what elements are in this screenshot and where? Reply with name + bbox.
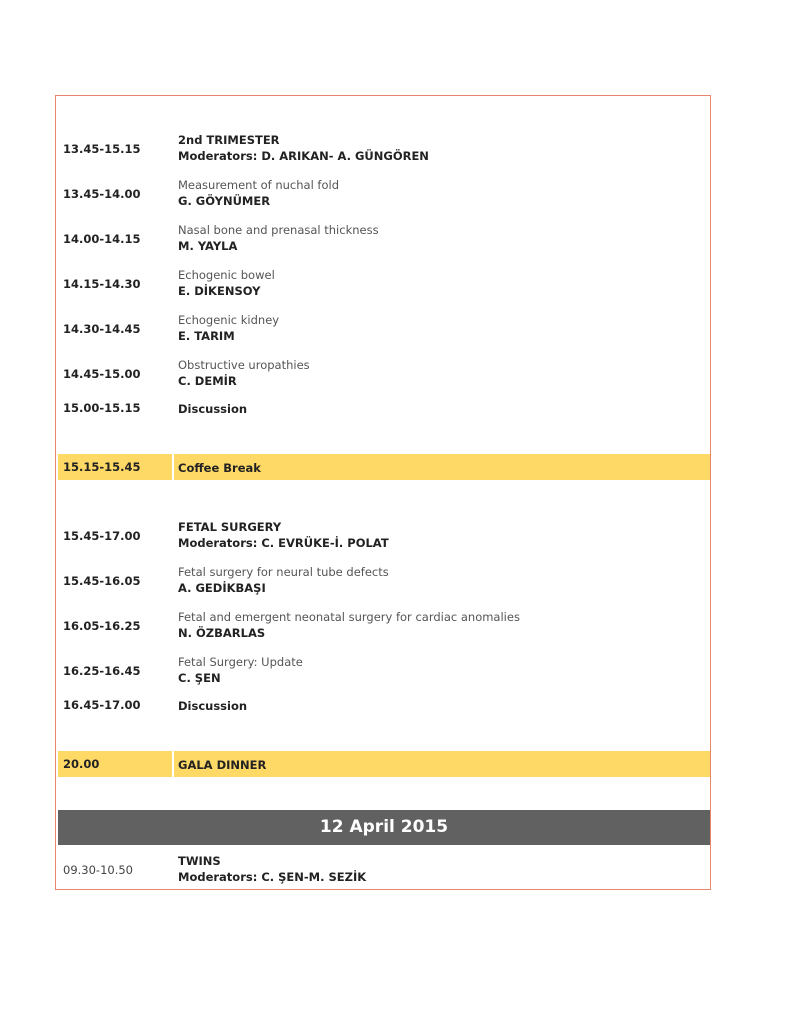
session-time: 09.30-10.50 xyxy=(63,863,133,877)
talk-title: Fetal surgery for neural tube defects xyxy=(178,565,389,579)
talk-time: 14.15-14.30 xyxy=(63,277,141,291)
talk-title: Echogenic bowel xyxy=(178,268,275,282)
coffee-break-band xyxy=(58,454,710,480)
talk-time: 14.00-14.15 xyxy=(63,232,141,246)
gala-dinner-band xyxy=(58,751,710,777)
band-divider xyxy=(172,751,174,777)
gala-dinner-label: GALA DINNER xyxy=(178,758,267,772)
talk-time: 16.05-16.25 xyxy=(63,619,141,633)
talk-title: Echogenic kidney xyxy=(178,313,280,327)
talk-speaker: G. GÖYNÜMER xyxy=(178,194,271,208)
session-title: TWINS xyxy=(178,854,221,868)
band-divider xyxy=(172,454,174,480)
discussion-label: Discussion xyxy=(178,699,248,713)
talk-speaker: C. DEMİR xyxy=(178,374,237,388)
talk-speaker: E. DİKENSOY xyxy=(178,284,261,298)
discussion-time: 15.00-15.15 xyxy=(63,401,141,415)
session-title: 2nd TRIMESTER xyxy=(178,133,280,147)
talk-speaker: N. ÖZBARLAS xyxy=(178,626,266,640)
talk-title: Measurement of nuchal fold xyxy=(178,178,340,192)
talk-speaker: A. GEDİKBAŞI xyxy=(178,581,266,595)
talk-speaker: E. TARIM xyxy=(178,329,235,343)
talk-time: 14.45-15.00 xyxy=(63,367,141,381)
talk-time: 14.30-14.45 xyxy=(63,322,141,336)
day-header: 12 April 2015 xyxy=(58,810,710,845)
session-title: FETAL SURGERY xyxy=(178,520,282,534)
session-time: 15.45-17.00 xyxy=(63,529,141,543)
coffee-break-time: 15.15-15.45 xyxy=(63,460,141,474)
discussion-time: 16.45-17.00 xyxy=(63,698,141,712)
talk-title: Nasal bone and prenasal thickness xyxy=(178,223,379,237)
talk-title: Obstructive uropathies xyxy=(178,358,310,372)
talk-title: Fetal and emergent neonatal surgery for cardiac anomalies xyxy=(178,610,520,624)
discussion-label: Discussion xyxy=(178,402,248,416)
session-moderators: Moderators: D. ARIKAN- A. GÜNGÖREN xyxy=(178,149,429,163)
talk-time: 16.25-16.45 xyxy=(63,664,141,678)
session-time: 13.45-15.15 xyxy=(63,142,141,156)
talk-speaker: C. ŞEN xyxy=(178,671,221,685)
talk-time: 15.45-16.05 xyxy=(63,574,141,588)
session-moderators: Moderators: C. EVRÜKE-İ. POLAT xyxy=(178,536,389,550)
talk-speaker: M. YAYLA xyxy=(178,239,238,253)
talk-time: 13.45-14.00 xyxy=(63,187,141,201)
gala-dinner-time: 20.00 xyxy=(63,757,100,771)
program-frame xyxy=(55,95,711,890)
talk-title: Fetal Surgery: Update xyxy=(178,655,303,669)
coffee-break-label: Coffee Break xyxy=(178,461,261,475)
session-moderators: Moderators: C. ŞEN-M. SEZİK xyxy=(178,870,367,884)
